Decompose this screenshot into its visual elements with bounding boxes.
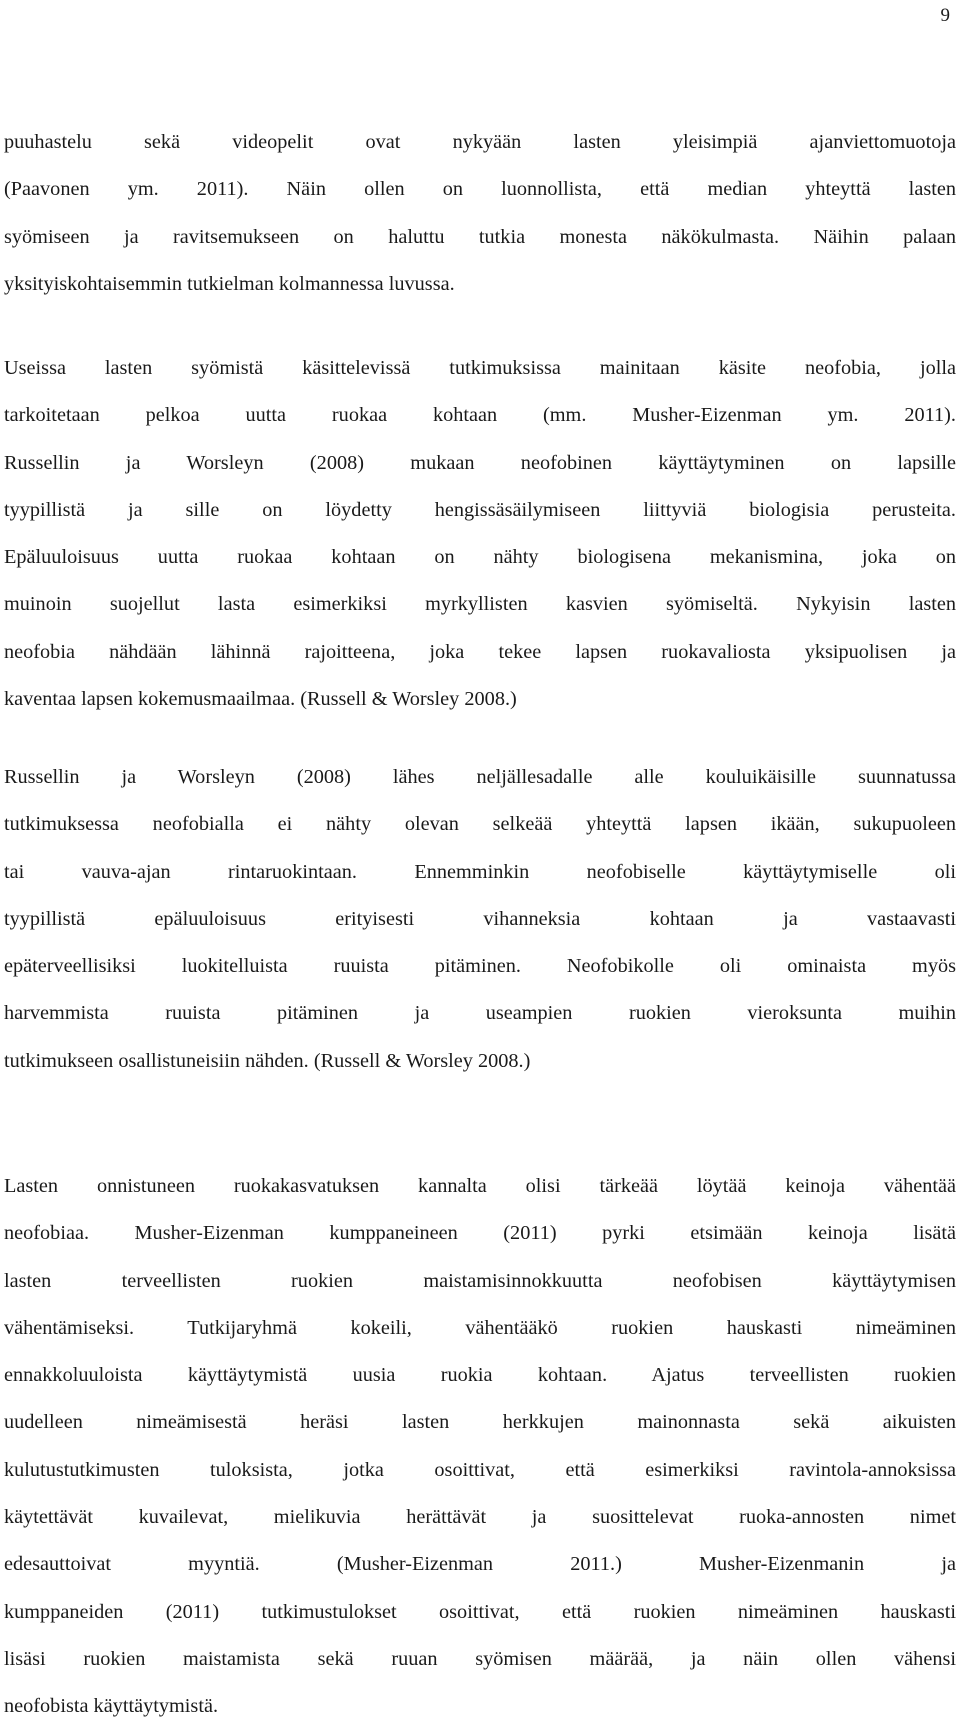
text-line: lasten terveellisten ruokien maistamisinnokkuutta neofobisen käyttäytymisen	[4, 1269, 956, 1292]
text-line: harvemmista ruuista pitäminen ja useampien ruokien vieroksunta muihin	[4, 1002, 956, 1025]
text-line: uudelleen nimeämisestä heräsi lasten herkkujen mainonnasta sekä aikuisten	[4, 1411, 956, 1434]
text-line: neofobista käyttäytymistä.	[4, 1695, 219, 1718]
text-line: epäterveellisiksi luokitelluista ruuista pitäminen. Neofobikolle oli ominaista myös	[4, 955, 956, 978]
text-line: syömiseen ja ravitsemukseen on haluttu tutkia monesta näkökulmasta. Näihin palaan	[4, 225, 956, 248]
text-line: yksityiskohtaisemmin tutkielman kolmannessa luvussa.	[4, 272, 455, 295]
text-line: tarkoitetaan pelkoa uutta ruokaa kohtaan (mm. Musher-Eizenman ym. 2011).	[4, 404, 956, 427]
paragraph-food-education	[4, 1163, 956, 1731]
text-line: lisäsi ruokien maistamista sekä ruuan syömisen määrää, ja näin ollen vähensi	[4, 1647, 956, 1670]
text-line: käytettävät kuvailevat, mielikuvia herättävät ja suosittelevat ruoka-annosten nimet	[4, 1506, 956, 1529]
text-line: edesauttoivat myyntiä. (Musher-Eizenman 2011.) Musher-Eizenmanin ja	[4, 1553, 956, 1576]
text-line: tutkimukseen osallistuneisiin nähden. (Russell & Worsley 2008.)	[4, 1049, 531, 1072]
text-line: muinoin suojellut lasta esimerkiksi myrkyllisten kasvien syömiseltä. Nykyisin lasten	[4, 593, 956, 616]
text-line: neofobiaa. Musher-Eizenman kumppaneineen (2011) pyrki etsimään keinoja lisätä	[4, 1222, 956, 1245]
text-line: ennakkoluuloista käyttäytymistä uusia ruokia kohtaan. Ajatus terveellisten ruokien	[4, 1364, 956, 1387]
text-line: tyypillistä epäluuloisuus erityisesti vihanneksia kohtaan ja vastaavasti	[4, 907, 956, 930]
text-line: kumppaneiden (2011) tutkimustulokset osoittivat, että ruokien nimeäminen hauskasti	[4, 1600, 956, 1623]
paragraph-media-use	[4, 119, 956, 308]
text-line: neofobia nähdään lähinnä rajoitteena, joka tekee lapsen ruokavaliosta yksipuolisen ja	[4, 640, 956, 663]
text-line: tai vauva-ajan rintaruokintaan. Ennemminkin neofobiselle käyttäytymiselle oli	[4, 860, 956, 883]
text-line: Lasten onnistuneen ruokakasvatuksen kannalta olisi tärkeää löytää keinoja vähentää	[4, 1175, 956, 1197]
text-line: Russellin ja Worsleyn (2008) lähes neljällesadalle alle kouluikäisille suunnatussa	[4, 766, 956, 788]
paragraph-russell-worsley-study	[4, 754, 956, 1085]
text-line: puuhastelu sekä videopelit ovat nykyään lasten yleisimpiä ajanviettomuotoja	[4, 131, 956, 153]
text-line: (Paavonen ym. 2011). Näin ollen on luonnollista, että median yhteyttä lasten	[4, 178, 956, 201]
text-line: Useissa lasten syömistä käsittelevissä tutkimuksissa mainitaan käsite neofobia, jolla	[4, 357, 956, 379]
page-number: 9	[940, 5, 950, 26]
text-line: tutkimuksessa neofobialla ei nähty olevan selkeää yhteyttä lapsen ikään, sukupuoleen	[4, 813, 956, 836]
text-line: Russellin ja Worsleyn (2008) mukaan neofobinen käyttäytyminen on lapsille	[4, 451, 956, 474]
text-line: vähentämiseksi. Tutkijaryhmä kokeili, vähentääkö ruokien hauskasti nimeäminen	[4, 1316, 956, 1339]
text-line: Epäluuloisuus uutta ruokaa kohtaan on nähty biologisena mekanismina, joka on	[4, 546, 956, 569]
text-line: kulutustutkimusten tuloksista, jotka osoittivat, että esimerkiksi ravintola-annoksissa	[4, 1458, 956, 1481]
text-line: tyypillistä ja sille on löydetty hengissäsäilymiseen liittyviä biologisia perusteita.	[4, 498, 956, 521]
paragraph-neophobia-definition	[4, 345, 956, 723]
text-line: kaventaa lapsen kokemusmaailmaa. (Russell & Worsley 2008.)	[4, 688, 517, 711]
